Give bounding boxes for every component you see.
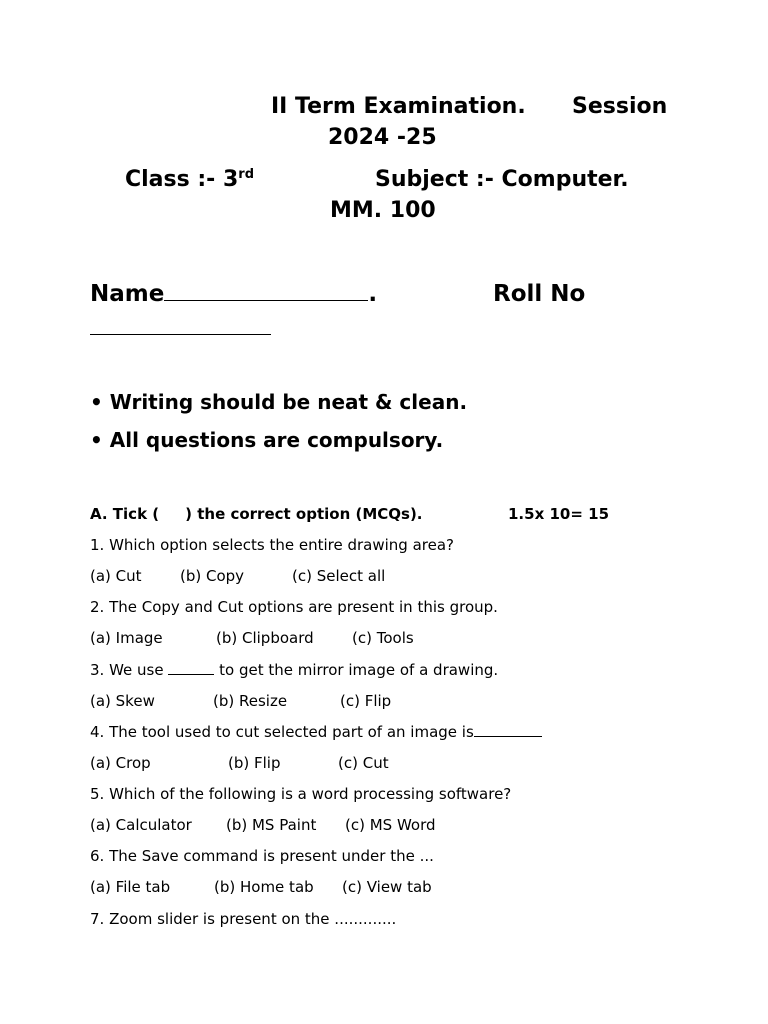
name-field: [90, 280, 377, 308]
question-2: 2. The Copy and Cut options are present in this group.: [90, 598, 498, 616]
q5-option-c: (c) MS Word: [345, 816, 436, 834]
q3-post: to get the mirror image of a drawing.: [214, 661, 499, 679]
name-label: Name: [90, 281, 165, 307]
roll-blank: [90, 334, 271, 335]
name-blank: [164, 299, 368, 301]
question-3: [90, 661, 498, 679]
question-4: [90, 723, 542, 741]
q1-option-a: (a) Cut: [90, 567, 142, 585]
question-6: 6. The Save command is present under the ...: [90, 847, 434, 865]
q3-option-c: (c) Flip: [340, 692, 392, 710]
section-a-title-pre: A. Tick (: [90, 505, 160, 523]
question-5: 5. Which of the following is a word processing software?: [90, 785, 512, 803]
q1-option-b: (b) Copy: [180, 567, 245, 585]
q4-pre: 4. The tool used to cut selected part of an image is: [90, 723, 474, 741]
subject-label: Subject :- Computer.: [375, 167, 629, 192]
section-a-title: [90, 505, 423, 523]
q3-blank: [168, 673, 214, 675]
question-7: 7. Zoom slider is present on the .............: [90, 910, 397, 928]
q4-option-b: (b) Flip: [228, 754, 281, 772]
instruction-2: • All questions are compulsory.: [90, 428, 444, 452]
q5-option-b: (b) MS Paint: [226, 816, 317, 834]
session-label: Session: [572, 94, 668, 119]
class-label: [125, 167, 254, 193]
q6-option-c: (c) View tab: [342, 878, 432, 896]
max-marks: MM. 100: [330, 198, 436, 223]
session-years: 2024 -25: [328, 125, 437, 150]
q6-option-a: (a) File tab: [90, 878, 171, 896]
class-superscript: rd: [238, 167, 254, 182]
q6-option-b: (b) Home tab: [214, 878, 314, 896]
q4-blank: [474, 735, 542, 737]
name-end: .: [368, 281, 378, 307]
exam-title: II Term Examination.: [271, 94, 526, 119]
class-text: Class :- 3: [125, 167, 239, 192]
section-a-marks: 1.5x 10= 15: [508, 505, 610, 523]
q2-option-b: (b) Clipboard: [216, 629, 314, 647]
q3-option-a: (a) Skew: [90, 692, 155, 710]
q4-option-a: (a) Crop: [90, 754, 151, 772]
q3-option-b: (b) Resize: [213, 692, 288, 710]
question-1: 1. Which option selects the entire drawing area?: [90, 536, 454, 554]
q5-option-a: (a) Calculator: [90, 816, 192, 834]
section-a-title-post: ) the correct option (MCQs).: [185, 505, 423, 523]
roll-label: Roll No: [493, 281, 586, 307]
q2-option-a: (a) Image: [90, 629, 163, 647]
q4-option-c: (c) Cut: [338, 754, 389, 772]
q2-option-c: (c) Tools: [352, 629, 414, 647]
q3-pre: 3. We use: [90, 661, 169, 679]
q1-option-c: (c) Select all: [292, 567, 386, 585]
instruction-1: • Writing should be neat & clean.: [90, 390, 468, 414]
